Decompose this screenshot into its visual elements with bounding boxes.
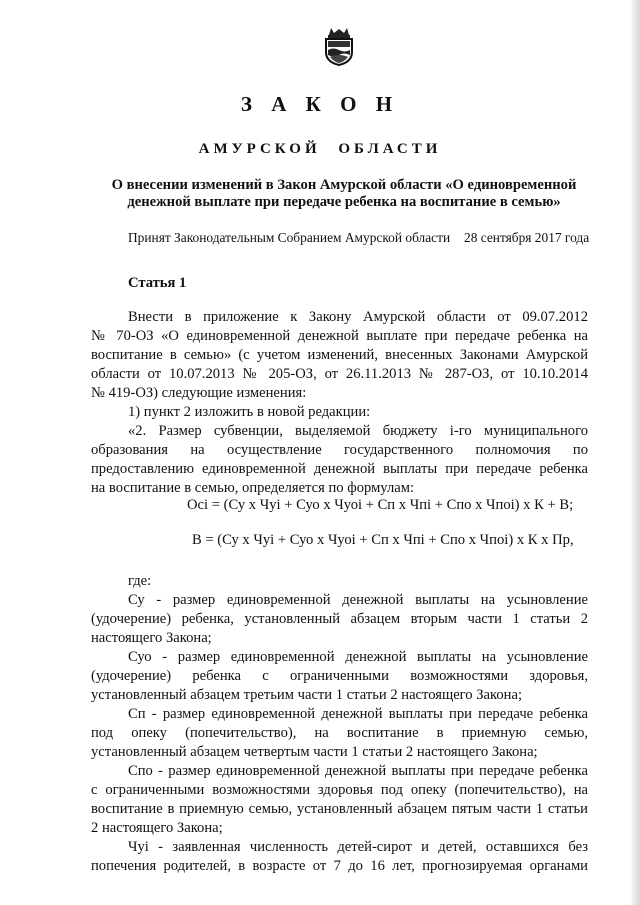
body-line: настоящего Закона; bbox=[91, 630, 212, 646]
formula-osi: Осi = (Су х Чуi + Суо х Чуоi + Сп х Чпi + Спо х Чпоi) х К + В; bbox=[187, 497, 574, 513]
body-line: установленный абзацем третьим части 1 статьи 2 настоящего Закона; bbox=[91, 687, 523, 703]
body-line: Су - размер единовременной денежной выплаты на усыновление bbox=[128, 592, 588, 608]
body-line: области от 10.07.2013 № 205-ОЗ, от 26.11.2013 № 287-ОЗ, от 10.10.2014 bbox=[91, 366, 588, 382]
body-line: Чуi - заявленная численность детей-сирот и детей, оставшихся без bbox=[128, 839, 588, 855]
body-line: под опеку (попечительство), на воспитание в приемную семью, bbox=[91, 725, 588, 741]
body-line: где: bbox=[128, 573, 152, 589]
body-line: 2 настоящего Закона; bbox=[91, 820, 223, 836]
body-line: Суо - размер единовременной денежной выплаты на усыновление bbox=[128, 649, 588, 665]
body-line: 1) пункт 2 изложить в новой редакции: bbox=[128, 404, 371, 420]
body-line: Сп - размер единовременной денежной выплаты при передаче ребенка bbox=[128, 706, 588, 722]
body-line: Внести в приложение к Закону Амурской области от 09.07.2012 bbox=[128, 309, 588, 325]
amur-coat-of-arms-icon bbox=[322, 26, 356, 66]
body-line: установленный абзацем четвертым части 1 статьи 2 настоящего Закона; bbox=[91, 744, 538, 760]
body-line: предоставлению единовременной денежной выплаты при передаче ребенка bbox=[91, 461, 588, 477]
adopted-by: Принят Законодательным Собранием Амурской области bbox=[128, 230, 451, 245]
body-line: № 70-ОЗ «О единовременной денежной выплате при передаче ребенка на bbox=[91, 328, 588, 344]
law-heading: З А К О Н bbox=[240, 92, 400, 116]
body-line: Спо - размер единовременной денежной выплаты при передаче ребенка bbox=[128, 763, 588, 779]
body-line: воспитание в приемную семью, установленный абзацем пятым части 1 статьи bbox=[91, 801, 588, 817]
body-line: образования на осуществление государственного полномочия по bbox=[91, 442, 588, 458]
body-line: на воспитание в семью, определяется по формулам: bbox=[91, 480, 415, 496]
body-line: № 419-ОЗ) следующие изменения: bbox=[91, 385, 307, 401]
body-line: попечения родителей, в возрасте от 7 до 16 лет, прогнозируемая органами bbox=[91, 858, 588, 874]
adopted-date: 28 сентября 2017 года bbox=[464, 230, 590, 245]
body-line: (удочерение) ребенка с ограниченными возможностями здоровья, bbox=[91, 668, 588, 684]
body-line: «2. Размер субвенции, выделяемой бюджету i-го муниципального bbox=[128, 423, 588, 439]
law-title bbox=[104, 177, 584, 211]
law-title-line: денежной выплате при передаче ребенка на воспитание в семью» bbox=[127, 194, 561, 210]
body-line: с ограниченными возможностями здоровья под опеку (попечительство), на bbox=[91, 782, 588, 798]
law-title-line: О внесении изменений в Закон Амурской области «О единовременной bbox=[111, 177, 577, 193]
region-heading: АМУРСКОЙ ОБЛАСТИ bbox=[198, 141, 442, 157]
body-line: (удочерение) ребенка, установленный абзацем вторым части 1 статьи 2 bbox=[91, 611, 588, 627]
article-heading: Статья 1 bbox=[128, 275, 187, 291]
body-line: воспитание в семью» (с учетом изменений, внесенных Законами Амурской bbox=[91, 347, 588, 363]
formula-b: В = (Су х Чуi + Суо х Чуоi + Сп х Чпi + Спо х Чпоi) х К х Пр, bbox=[192, 532, 574, 548]
scan-edge bbox=[630, 0, 640, 905]
